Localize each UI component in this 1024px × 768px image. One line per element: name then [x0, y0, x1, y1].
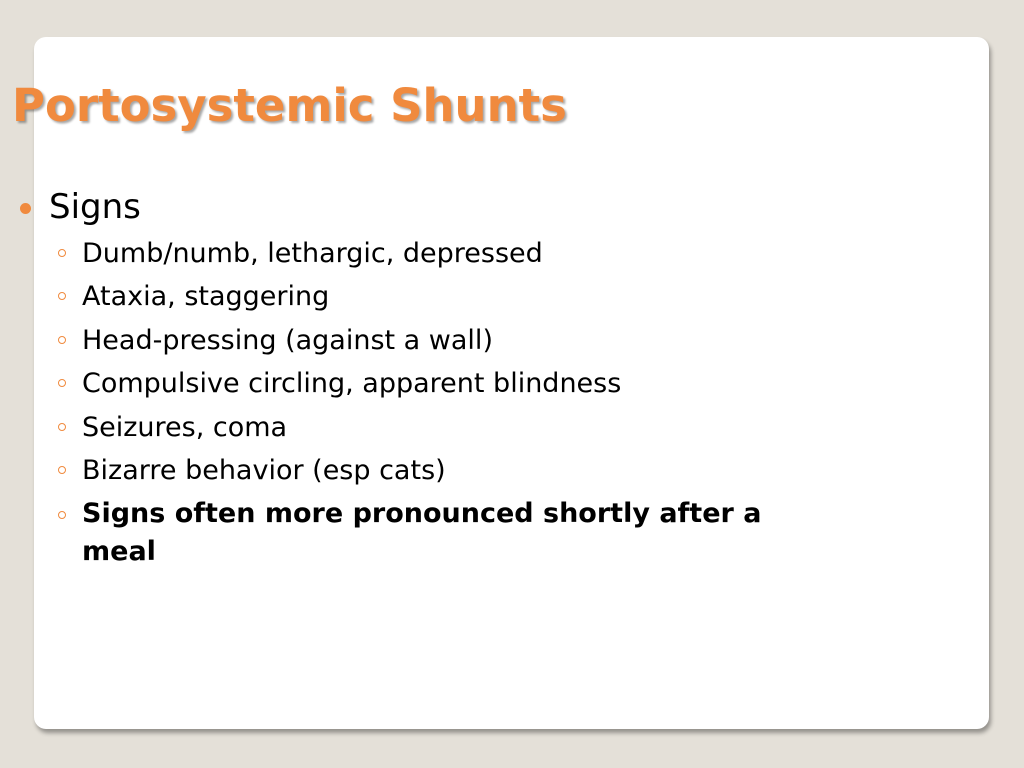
sub-bullet-item: [58, 232, 798, 275]
sub-bullet-text: Head-pressing (against a wall): [82, 324, 493, 356]
ring-bullet-icon: [58, 379, 66, 387]
ring-bullet-icon: [58, 336, 66, 344]
sub-bullet-item: [58, 319, 798, 362]
sub-bullet-item: [58, 362, 798, 405]
slide-title: Portosystemic Shunts: [12, 79, 567, 132]
sub-bullet-text: Ataxia, staggering: [82, 281, 330, 313]
sub-bullet-item: [58, 275, 798, 318]
ring-bullet-icon: [58, 511, 66, 519]
sub-bullet-item: [58, 406, 798, 449]
sub-bullet-emphasis-item: [58, 492, 798, 571]
sub-bullet-text: Bizarre behavior (esp cats): [82, 455, 446, 487]
bullet-signs-label: Signs: [49, 187, 141, 227]
sub-bullet-text: Dumb/numb, lethargic, depressed: [82, 238, 543, 269]
ring-bullet-icon: [58, 423, 66, 431]
sub-bullet-text: Compulsive circling, apparent blindness: [82, 368, 622, 400]
ring-bullet-icon: [58, 466, 66, 474]
sub-bullet-item: [58, 449, 798, 492]
ring-bullet-icon: [58, 292, 66, 300]
sub-bullet-emphasis-text: Signs often more pronounced shortly after a meal: [82, 498, 762, 568]
bullet-signs: [20, 184, 141, 230]
sub-bullet-text: Seizures, coma: [82, 411, 288, 443]
signs-sublist: [58, 232, 798, 571]
ring-bullet-icon: [58, 249, 66, 257]
bullet-dot-icon: [20, 203, 31, 214]
